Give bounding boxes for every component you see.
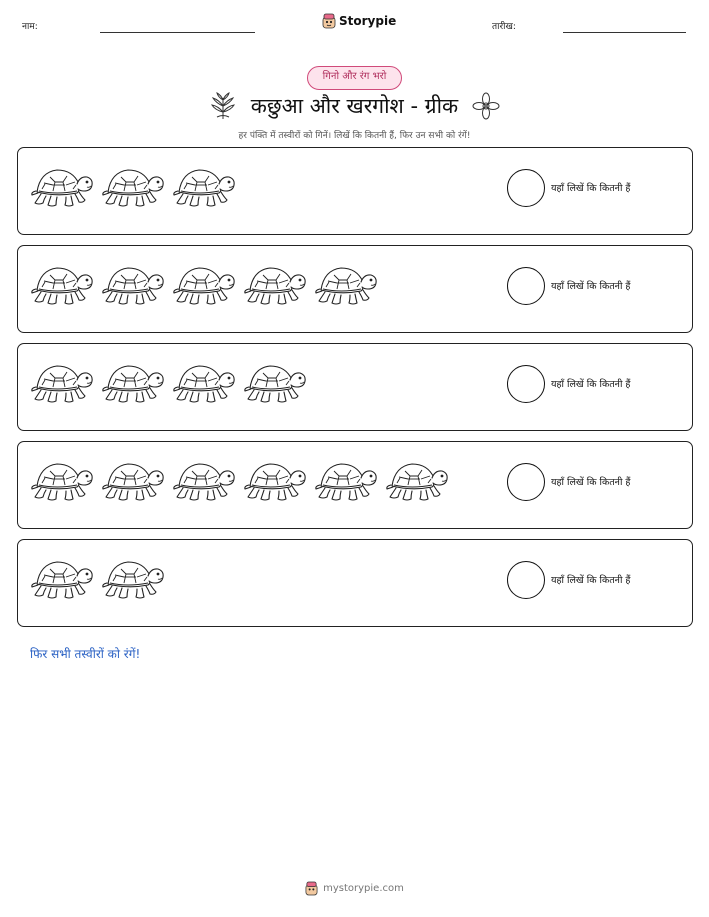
instructions: हर पंक्ति में तस्वीरों को गिनें। लिखें कि कितनी हैं, फिर उन सभी को रंगें! bbox=[238, 131, 471, 141]
page-header bbox=[0, 0, 709, 40]
turtle-icon bbox=[172, 262, 236, 310]
footer-url: mystorypie.com bbox=[323, 883, 404, 894]
footer-note: फिर सभी तस्वीरों को रंगें! bbox=[30, 647, 141, 661]
brand-name: Storypie bbox=[339, 14, 397, 28]
turtle-icon bbox=[101, 556, 165, 604]
turtle-icon bbox=[101, 164, 165, 212]
turtle-icon bbox=[314, 458, 378, 506]
storypie-mascot-icon bbox=[322, 13, 336, 29]
counting-row bbox=[17, 245, 693, 333]
page-footer bbox=[0, 881, 709, 896]
counting-row bbox=[17, 147, 693, 235]
answer-circle[interactable] bbox=[507, 365, 545, 403]
turtle-icon bbox=[172, 164, 236, 212]
answer-circle[interactable] bbox=[507, 267, 545, 305]
name-line bbox=[100, 32, 255, 33]
counting-row bbox=[17, 441, 693, 529]
storypie-mascot-icon bbox=[305, 881, 318, 896]
turtle-icon bbox=[30, 556, 94, 604]
wheat-icon bbox=[209, 92, 237, 120]
title-row bbox=[0, 88, 709, 124]
turtle-icon bbox=[30, 458, 94, 506]
answer-circle[interactable] bbox=[507, 169, 545, 207]
answer-label: यहाँ लिखें कि कितनी हैं bbox=[551, 183, 631, 194]
answer-label: यहाँ लिखें कि कितनी हैं bbox=[551, 477, 631, 488]
activity-badge: गिनो और रंग भरो bbox=[307, 66, 402, 90]
turtle-icon bbox=[243, 262, 307, 310]
turtle-icon bbox=[30, 164, 94, 212]
answer-label: यहाँ लिखें कि कितनी हैं bbox=[551, 379, 631, 390]
date-line bbox=[563, 32, 686, 33]
answer-label: यहाँ लिखें कि कितनी हैं bbox=[551, 575, 631, 586]
flower-icon bbox=[472, 92, 500, 120]
turtle-icon bbox=[172, 360, 236, 408]
turtle-icon bbox=[101, 458, 165, 506]
turtle-icon bbox=[30, 262, 94, 310]
turtle-icon bbox=[314, 262, 378, 310]
answer-circle[interactable] bbox=[507, 561, 545, 599]
brand-logo bbox=[322, 13, 396, 29]
counting-row bbox=[17, 343, 693, 431]
turtle-icon bbox=[172, 458, 236, 506]
turtle-icon bbox=[30, 360, 94, 408]
name-label: नाम: bbox=[22, 22, 38, 32]
answer-label: यहाँ लिखें कि कितनी हैं bbox=[551, 281, 631, 292]
turtle-icon bbox=[101, 360, 165, 408]
answer-circle[interactable] bbox=[507, 463, 545, 501]
turtle-icon bbox=[243, 360, 307, 408]
turtle-icon bbox=[243, 458, 307, 506]
turtle-icon bbox=[385, 458, 449, 506]
page-title: कछुआ और खरगोश - ग्रीक bbox=[250, 94, 459, 118]
date-label: तारीख: bbox=[492, 22, 516, 32]
turtle-icon bbox=[101, 262, 165, 310]
counting-row bbox=[17, 539, 693, 627]
